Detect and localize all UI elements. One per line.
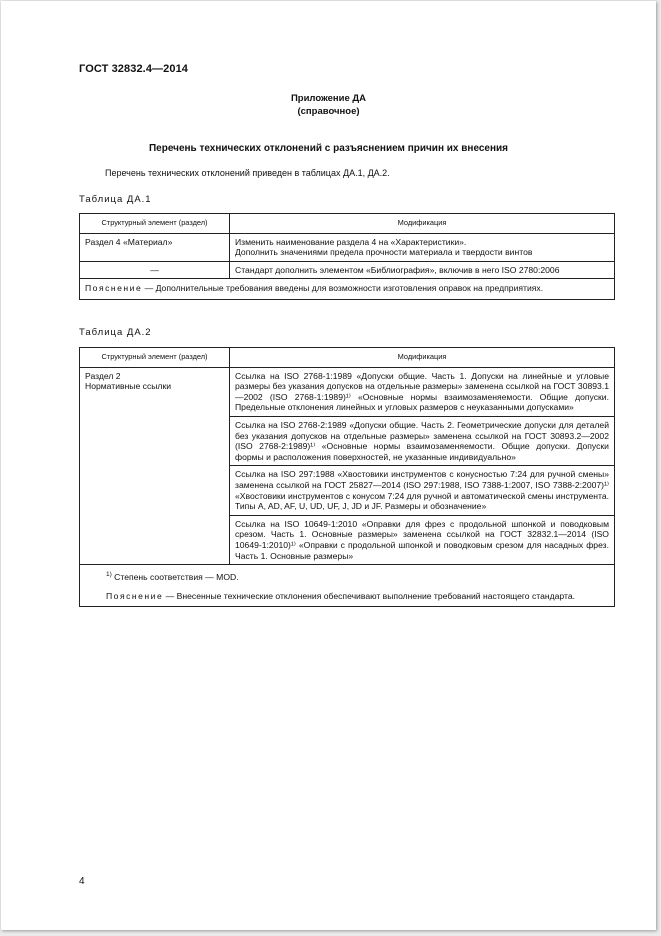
modification-cell: Ссылка на ISO 297:1988 «Хвостовики инструментов с конусностью 7:24 для ручной смены» заменена ссылкой на ГОСТ 25827—2014 (ISO 297:1988, ISO 7388-1:2007, ISO 7388-2:2007)¹⁾ «Хвостовики инструментов с конусом 7:24 для ручной и автоматической смены инструмента. Типы A, AD, AF, U, UD, UF, J, JD и JF. Размеры и обозначение» (230, 466, 615, 515)
column-header-modification: Модификация (230, 214, 615, 234)
modification-cell: Стандарт дополнить элементом «Библиография», включив в него ISO 2780:2006 (230, 261, 615, 279)
appendix-title: Приложение ДА (290, 93, 367, 104)
table1-note (80, 279, 615, 300)
section-heading: Перечень технических отклонений с разъяснением причин их внесения (148, 143, 509, 154)
note-label: Пояснение (85, 283, 143, 294)
modification-cell: Изменить наименование раздела 4 на «Характеристики». Дополнить значениями предела прочности материала и твердости винтов (230, 233, 615, 261)
note-text: — Дополнительные требования введены для возможности изготовления оправок на предприятиях. (142, 283, 544, 294)
column-header-modification: Модификация (230, 348, 615, 368)
table-row (80, 261, 615, 279)
note-text: — Внесенные технические отклонения обеспечивают выполнение требований настоящего стандарта. (163, 590, 576, 601)
column-header-element: Структурный элемент (раздел) (80, 214, 230, 234)
footnote-mark: 1) (106, 571, 112, 579)
page-number: 4 (79, 876, 85, 887)
table-da2 (79, 347, 615, 607)
column-header-element: Структурный элемент (раздел) (80, 348, 230, 368)
table2-footnote (80, 565, 615, 588)
table-da1 (79, 213, 615, 300)
note-label: Пояснение (106, 590, 164, 601)
table-note-row (80, 279, 615, 300)
table-header-row (80, 348, 615, 368)
table2-note (80, 588, 615, 607)
table-note-row (80, 588, 615, 607)
appendix-subtitle: (справочное) (297, 106, 360, 117)
footnote-text: Степень соответствия — MOD. (111, 571, 239, 582)
element-cell: Раздел 2 Нормативные ссылки (80, 367, 230, 565)
table-row (80, 367, 615, 416)
intro-text: Перечень технических отклонений приведен в таблицах ДА.1, ДА.2. (105, 168, 390, 178)
table-header-row (80, 214, 615, 234)
document-page (1, 1, 656, 930)
element-cell: Раздел 4 «Материал» (80, 233, 230, 261)
appendix-block (1, 92, 656, 118)
modification-cell: Ссылка на ISO 2768-1:1989 «Допуски общие. Часть 1. Допуски на линейные и угловые размеры без указания допусков на отдельные размеры» заменена ссылкой на ГОСТ 30893.1—2002 (ISO 2768-1:1989)¹⁾ «Основные нормы взаимозаменяемости. Общие допуски. Предельные отклонения линейных и угловых размеров с неуказанными допусками» (230, 367, 615, 416)
table-row (80, 233, 615, 261)
document-id: ГОСТ 32832.4—2014 (79, 63, 189, 75)
table1-caption: Таблица ДА.1 (79, 194, 152, 205)
modification-cell: Ссылка на ISO 2768-2:1989 «Допуски общие. Часть 2. Геометрические допуски для деталей без указания допусков на отдельные размеры» заменена ссылкой на ГОСТ 30893.2—2002 (ISO 2768-2:1989)¹⁾ «Основные нормы взаимозаменяемости. Общие допуски. Допуски формы и расположения поверхностей, не указанные индивидуально» (230, 416, 615, 465)
element-cell: — (80, 261, 230, 279)
modification-cell: Ссылка на ISO 10649-1:2010 «Оправки для фрез с продольной шпонкой и поводковым срезом. Часть 1. Основные размеры» заменена ссылкой на ГОСТ 32832.1—2014 (ISO 10649-1:2010)¹⁾ «Оправки с продольной шпонкой и поводковым срезом для насадных фрез. Часть 1. Основные размеры» (230, 515, 615, 564)
table2-caption: Таблица ДА.2 (79, 327, 152, 338)
table-note-row (80, 565, 615, 588)
